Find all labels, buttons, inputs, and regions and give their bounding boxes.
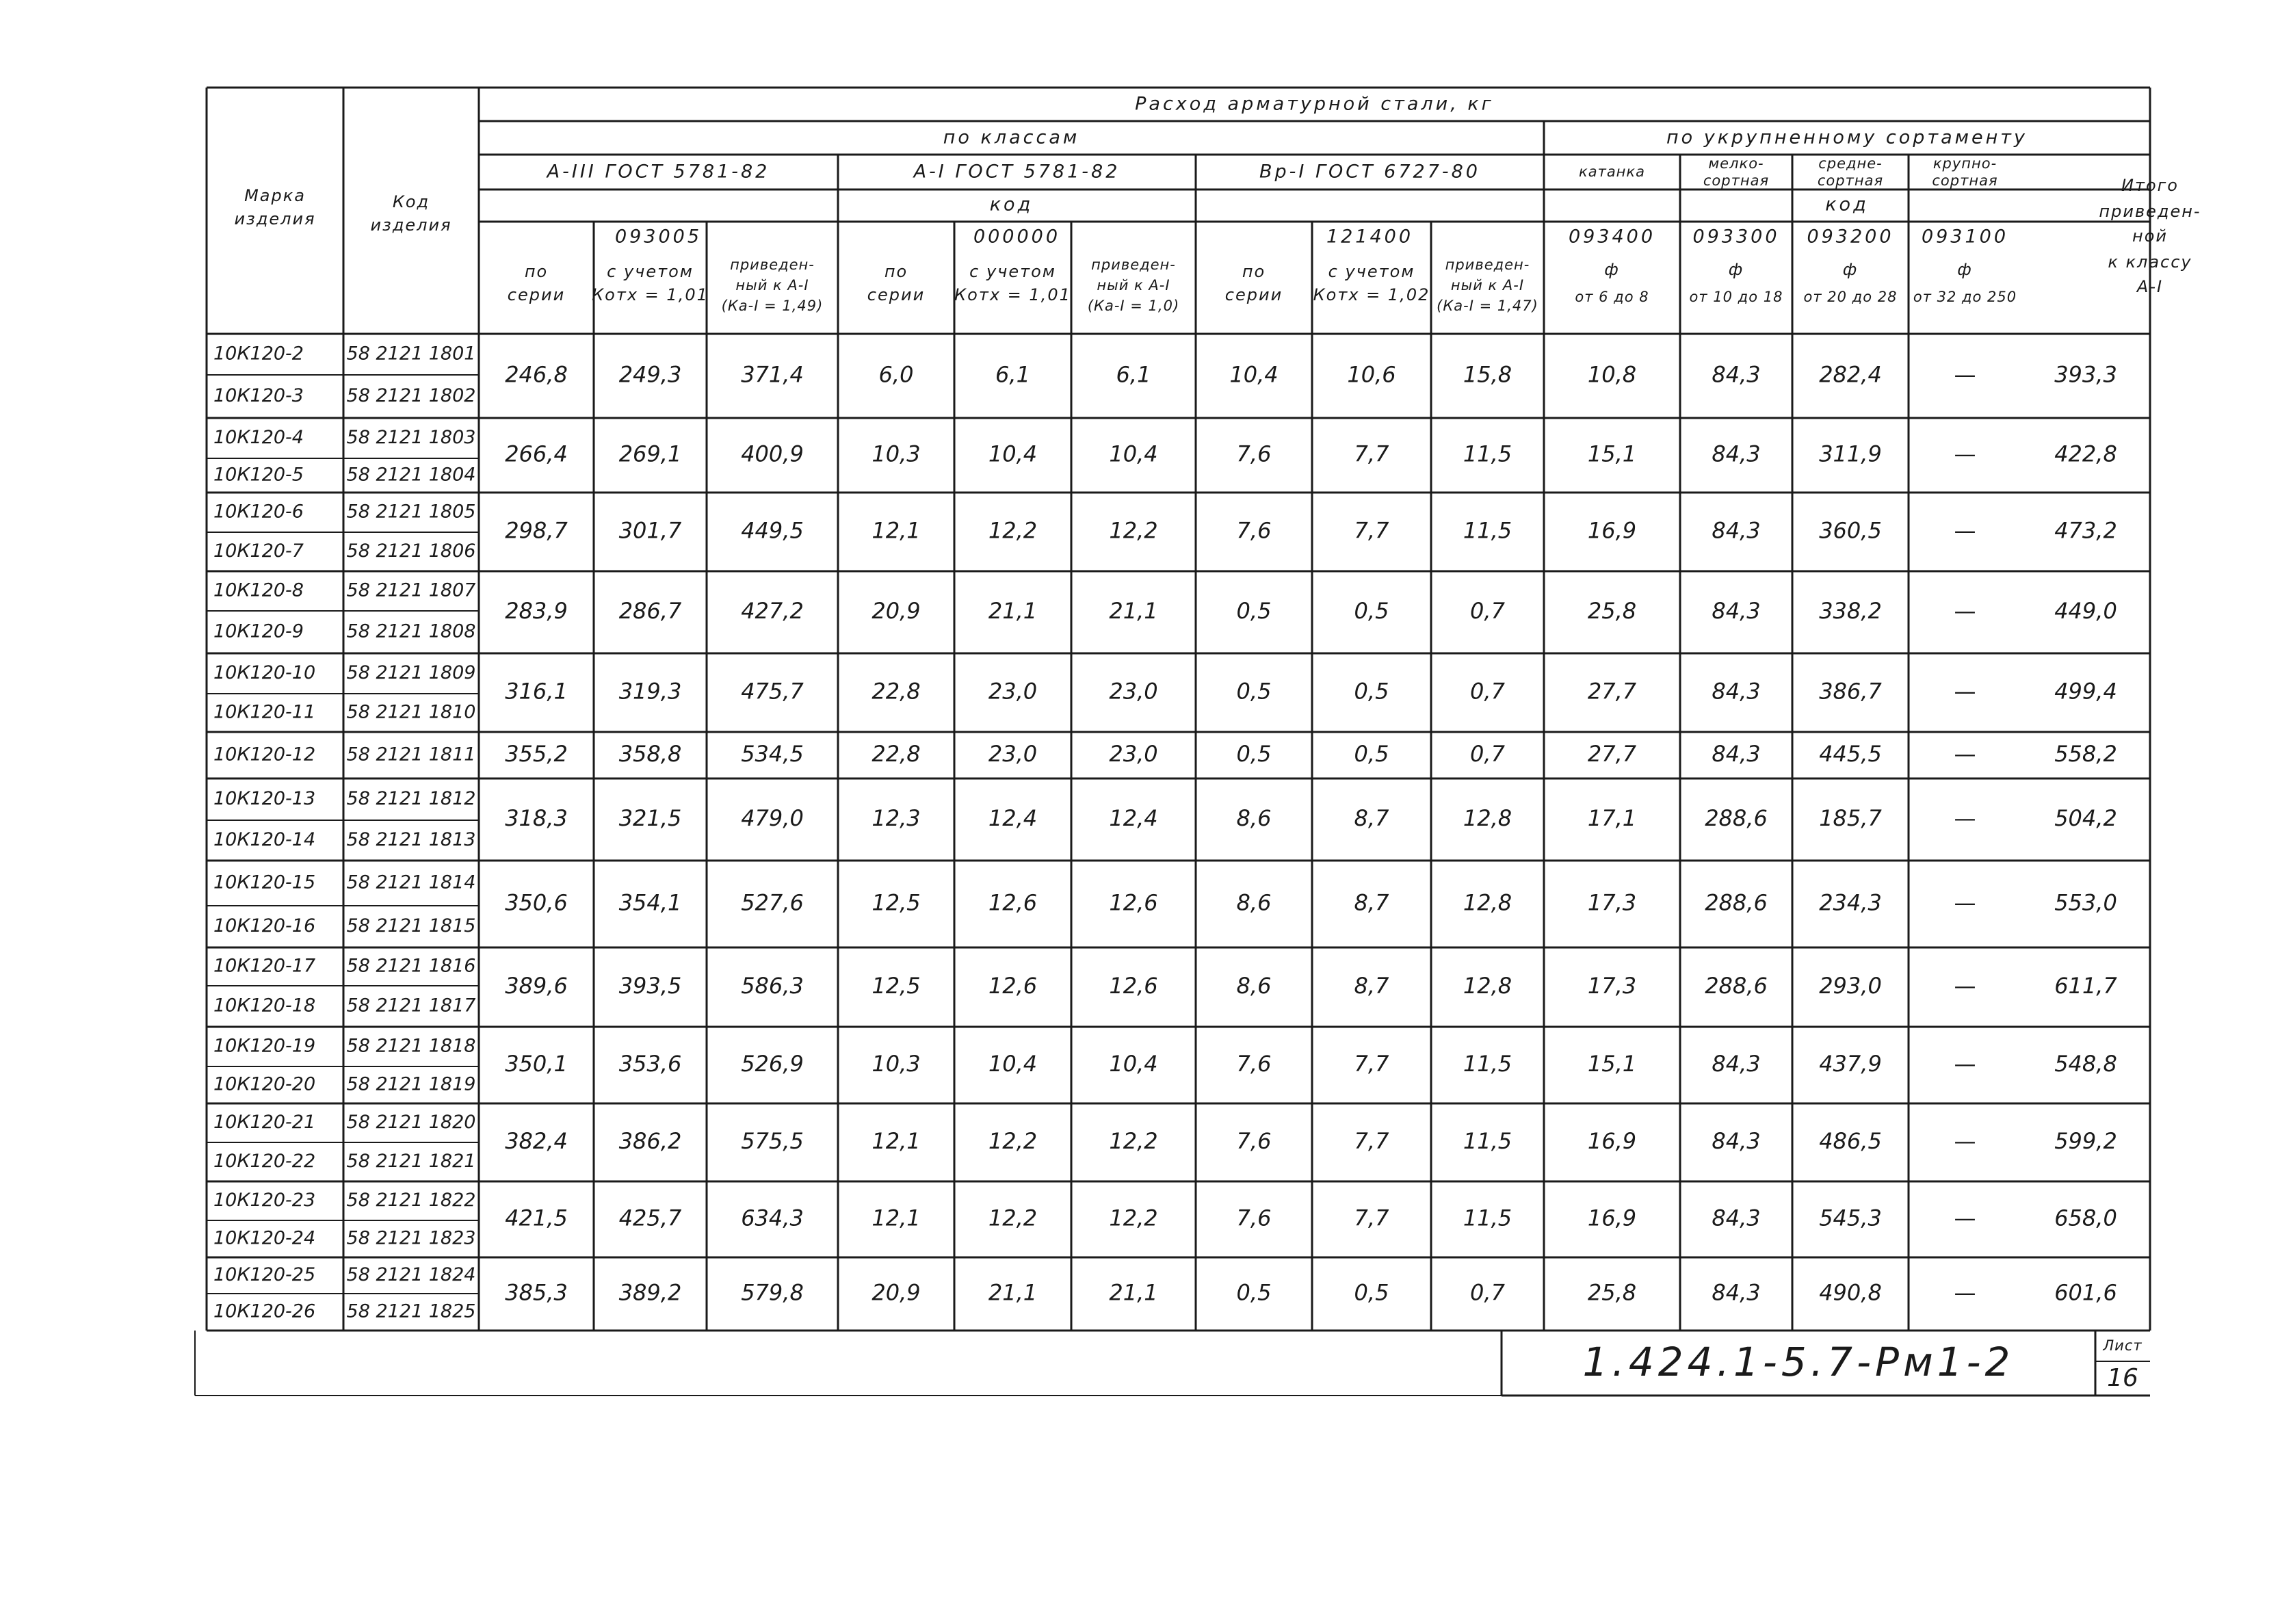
value-cell: 27,7 xyxy=(1587,678,1637,705)
product-mark: 10К120-7 xyxy=(213,540,304,562)
value-cell: 12,2 xyxy=(988,1205,1038,1231)
diameter-range: от 10 до 18 xyxy=(1689,289,1783,305)
total-header: Итого xyxy=(2121,176,2179,195)
value-cell: 17,3 xyxy=(1587,973,1637,999)
assortment-code: 093200 xyxy=(1807,226,1894,248)
value-cell: 425,7 xyxy=(618,1205,682,1231)
product-mark: 10К120-16 xyxy=(213,915,316,937)
value-cell: 12,6 xyxy=(1109,973,1158,999)
value-cell: 84,3 xyxy=(1712,1205,1761,1231)
assortment-header: сортная xyxy=(1703,172,1770,189)
product-code: 58 2121 1818 xyxy=(346,1035,476,1057)
value-cell: 355,2 xyxy=(505,741,568,767)
product-mark: 10К120-14 xyxy=(213,829,316,850)
value-cell: 84,3 xyxy=(1712,741,1761,767)
value-cell: 601,6 xyxy=(2054,1279,2117,1306)
product-code: 58 2121 1824 xyxy=(346,1264,476,1285)
value-cell: 7,7 xyxy=(1354,517,1389,544)
value-cell: 548,8 xyxy=(2054,1051,2117,1077)
value-cell: 10,4 xyxy=(1109,1051,1158,1077)
steel-group-header: Вр-I ГОСТ 6727-80 xyxy=(1259,161,1480,183)
product-code: 58 2121 1822 xyxy=(346,1190,476,1211)
value-cell: 0,5 xyxy=(1236,741,1272,767)
value-cell: 23,0 xyxy=(1109,678,1158,705)
value-cell: 16,9 xyxy=(1587,1205,1637,1231)
value-cell: 17,3 xyxy=(1587,889,1637,916)
product-mark: 10К120-25 xyxy=(213,1264,316,1285)
sub-header: приведен- xyxy=(1091,257,1176,273)
value-cell: 12,3 xyxy=(872,805,921,831)
value-cell: 12,4 xyxy=(1109,805,1158,831)
value-cell: 20,9 xyxy=(872,598,921,624)
product-code: 58 2121 1812 xyxy=(346,788,476,809)
product-code: 58 2121 1807 xyxy=(346,579,476,601)
value-cell: 288,6 xyxy=(1705,805,1768,831)
assortment-code: 093100 xyxy=(1921,226,2009,248)
value-cell: 545,3 xyxy=(1819,1205,1882,1231)
product-mark: 10К120-20 xyxy=(213,1073,316,1095)
product-mark: 10К120-8 xyxy=(213,579,304,601)
sub-header: Котх = 1,01 xyxy=(592,285,709,304)
product-code: 58 2121 1814 xyxy=(346,872,476,893)
value-cell: 7,6 xyxy=(1236,1205,1272,1231)
value-cell: 23,0 xyxy=(988,741,1038,767)
product-code: 58 2121 1809 xyxy=(346,662,476,683)
kod-header: изделия xyxy=(370,215,452,235)
diameter-range: от 6 до 8 xyxy=(1575,289,1649,305)
product-code: 58 2121 1821 xyxy=(346,1151,476,1172)
value-cell: 12,2 xyxy=(1109,1128,1158,1154)
kod-header: Код xyxy=(392,192,430,211)
product-mark: 10К120-4 xyxy=(213,427,304,448)
sub-header: ный к А-I xyxy=(1097,277,1170,293)
value-cell: 12,4 xyxy=(988,805,1038,831)
value-cell: 6,1 xyxy=(1116,361,1151,388)
value-cell: 16,9 xyxy=(1587,517,1637,544)
product-code: 58 2121 1817 xyxy=(346,995,476,1017)
value-cell: 0,5 xyxy=(1354,741,1389,767)
value-cell: 7,7 xyxy=(1354,441,1389,467)
value-cell: 12,2 xyxy=(1109,517,1158,544)
value-cell: 0,7 xyxy=(1470,741,1505,767)
value-cell: — xyxy=(1954,805,1976,831)
product-mark: 10К120-19 xyxy=(213,1035,316,1057)
sub-header: приведен- xyxy=(1445,257,1530,273)
sub-header: по xyxy=(524,262,549,281)
value-cell: 386,7 xyxy=(1819,678,1882,705)
value-cell: 84,3 xyxy=(1712,361,1761,388)
value-cell: 286,7 xyxy=(618,598,682,624)
value-cell: 21,1 xyxy=(1109,1279,1158,1306)
value-cell: 7,7 xyxy=(1354,1051,1389,1077)
assortment-header: катанка xyxy=(1579,163,1645,180)
value-cell: 534,5 xyxy=(741,741,804,767)
value-cell: 527,6 xyxy=(741,889,804,916)
value-cell: 338,2 xyxy=(1819,598,1882,624)
product-mark: 10К120-21 xyxy=(213,1112,316,1133)
value-cell: 185,7 xyxy=(1819,805,1882,831)
product-mark: 10К120-23 xyxy=(213,1190,316,1211)
value-cell: 10,3 xyxy=(872,1051,921,1077)
value-cell: 360,5 xyxy=(1819,517,1882,544)
value-cell: 371,4 xyxy=(741,361,804,388)
product-code: 58 2121 1803 xyxy=(346,427,476,448)
value-cell: 437,9 xyxy=(1819,1051,1882,1077)
value-cell: 293,0 xyxy=(1819,973,1882,999)
value-cell: 400,9 xyxy=(741,441,804,467)
sub-header: ный к А-I xyxy=(735,277,809,293)
value-cell: 599,2 xyxy=(2054,1128,2117,1154)
value-cell: 7,7 xyxy=(1354,1205,1389,1231)
product-mark: 10К120-9 xyxy=(213,620,304,642)
value-cell: 475,7 xyxy=(741,678,804,705)
value-cell: 84,3 xyxy=(1712,598,1761,624)
sheet-number: 16 xyxy=(2107,1364,2138,1392)
kod-label: код xyxy=(1825,194,1869,215)
value-cell: 12,2 xyxy=(1109,1205,1158,1231)
value-cell: — xyxy=(1954,973,1976,999)
value-cell: 12,6 xyxy=(988,889,1038,916)
value-cell: 12,5 xyxy=(872,889,921,916)
value-cell: 21,1 xyxy=(988,598,1038,624)
steel-code: 093005 xyxy=(614,226,703,248)
value-cell: 586,3 xyxy=(741,973,804,999)
value-cell: 385,3 xyxy=(505,1279,568,1306)
value-cell: — xyxy=(1954,598,1976,624)
value-cell: 15,1 xyxy=(1587,441,1637,467)
product-code: 58 2121 1806 xyxy=(346,540,476,562)
value-cell: 499,4 xyxy=(2054,678,2117,705)
value-cell: 389,2 xyxy=(618,1279,682,1306)
assortment-code: 093300 xyxy=(1692,226,1780,248)
value-cell: 301,7 xyxy=(618,517,682,544)
value-cell: 386,2 xyxy=(618,1128,682,1154)
assortment-header: мелко- xyxy=(1708,155,1764,172)
value-cell: 12,6 xyxy=(988,973,1038,999)
product-mark: 10К120-6 xyxy=(213,501,304,523)
value-cell: 316,1 xyxy=(505,678,568,705)
value-cell: 10,4 xyxy=(1229,361,1279,388)
product-mark: 10К120-5 xyxy=(213,464,304,486)
value-cell: 16,9 xyxy=(1587,1128,1637,1154)
value-cell: 421,5 xyxy=(505,1205,568,1231)
value-cell: 479,0 xyxy=(741,805,804,831)
sub-header: по xyxy=(884,262,908,281)
total-header: приведен- xyxy=(2099,202,2201,221)
value-cell: — xyxy=(1954,441,1976,467)
value-cell: 288,6 xyxy=(1705,889,1768,916)
product-mark: 10К120-24 xyxy=(213,1227,316,1249)
product-code: 58 2121 1805 xyxy=(346,501,476,523)
diameter-symbol: ф xyxy=(1957,260,1973,279)
value-cell: 12,8 xyxy=(1463,805,1512,831)
product-mark: 10К120-13 xyxy=(213,788,316,809)
diameter-symbol: ф xyxy=(1842,260,1859,279)
value-cell: 84,3 xyxy=(1712,678,1761,705)
sub-header: по xyxy=(1242,262,1266,281)
product-code: 58 2121 1802 xyxy=(346,385,476,406)
product-mark: 10К120-2 xyxy=(213,343,304,365)
by-classes-header: по классам xyxy=(943,127,1080,148)
product-code: 58 2121 1819 xyxy=(346,1073,476,1095)
value-cell: 8,7 xyxy=(1354,805,1389,831)
value-cell: 427,2 xyxy=(741,598,804,624)
value-cell: 350,6 xyxy=(505,889,568,916)
value-cell: 0,5 xyxy=(1354,598,1389,624)
value-cell: 15,8 xyxy=(1463,361,1512,388)
assortment-header: средне- xyxy=(1818,155,1883,172)
sub-header: Котх = 1,02 xyxy=(1313,285,1430,304)
value-cell: 526,9 xyxy=(741,1051,804,1077)
product-mark: 10К120-11 xyxy=(213,701,316,723)
diameter-range: от 32 до 250 xyxy=(1913,289,2017,305)
sub-header: (Ка-I = 1,47) xyxy=(1437,298,1538,314)
value-cell: 8,7 xyxy=(1354,889,1389,916)
value-cell: 8,6 xyxy=(1236,973,1272,999)
value-cell: 0,5 xyxy=(1236,1279,1272,1306)
value-cell: 288,6 xyxy=(1705,973,1768,999)
product-mark: 10К120-17 xyxy=(213,955,316,977)
value-cell: 311,9 xyxy=(1819,441,1882,467)
steel-code: 121400 xyxy=(1326,226,1414,248)
value-cell: 246,8 xyxy=(505,361,568,388)
value-cell: 282,4 xyxy=(1819,361,1882,388)
steel-group-header: А-I ГОСТ 5781-82 xyxy=(913,161,1121,183)
sub-header: ный к А-I xyxy=(1450,277,1525,293)
product-mark: 10К120-26 xyxy=(213,1300,316,1322)
marka-header: Марка xyxy=(244,186,306,205)
value-cell: 350,1 xyxy=(505,1051,568,1077)
kod-label: код xyxy=(989,194,1034,215)
value-cell: 449,0 xyxy=(2054,598,2117,624)
value-cell: — xyxy=(1954,889,1976,916)
value-cell: 445,5 xyxy=(1819,741,1882,767)
value-cell: 319,3 xyxy=(618,678,682,705)
product-code: 58 2121 1811 xyxy=(346,744,476,765)
value-cell: 7,6 xyxy=(1236,517,1272,544)
steel-code: 000000 xyxy=(973,226,1061,248)
value-cell: 25,8 xyxy=(1587,598,1637,624)
product-code: 58 2121 1808 xyxy=(346,620,476,642)
value-cell: 10,6 xyxy=(1347,361,1396,388)
steel-group-header: А-III ГОСТ 5781-82 xyxy=(547,161,770,183)
value-cell: 12,2 xyxy=(988,517,1038,544)
value-cell: 490,8 xyxy=(1819,1279,1882,1306)
value-cell: 354,1 xyxy=(618,889,682,916)
value-cell: 11,5 xyxy=(1463,1205,1512,1231)
value-cell: 0,5 xyxy=(1236,598,1272,624)
value-cell: 25,8 xyxy=(1587,1279,1637,1306)
sub-header: серии xyxy=(1224,285,1283,304)
value-cell: 12,6 xyxy=(1109,889,1158,916)
product-mark: 10К120-3 xyxy=(213,385,304,406)
sub-header: приведен- xyxy=(730,257,815,273)
value-cell: 269,1 xyxy=(618,441,682,467)
value-cell: 11,5 xyxy=(1463,517,1512,544)
value-cell: 0,7 xyxy=(1470,1279,1505,1306)
total-header: А-I xyxy=(2136,277,2164,296)
value-cell: 249,3 xyxy=(618,361,682,388)
table-text xyxy=(213,94,2201,1393)
product-code: 58 2121 1804 xyxy=(346,464,476,486)
value-cell: 611,7 xyxy=(2054,973,2117,999)
product-code: 58 2121 1815 xyxy=(346,915,476,937)
value-cell: 558,2 xyxy=(2054,741,2117,767)
sub-header: серии xyxy=(507,285,566,304)
value-cell: 634,3 xyxy=(741,1205,804,1231)
value-cell: 0,7 xyxy=(1470,598,1505,624)
value-cell: 6,1 xyxy=(995,361,1030,388)
value-cell: 449,5 xyxy=(741,517,804,544)
value-cell: 575,5 xyxy=(741,1128,804,1154)
value-cell: — xyxy=(1954,741,1976,767)
value-cell: 8,6 xyxy=(1236,805,1272,831)
product-mark: 10К120-18 xyxy=(213,995,316,1017)
value-cell: — xyxy=(1954,1279,1976,1306)
product-mark: 10К120-12 xyxy=(213,744,316,765)
value-cell: — xyxy=(1954,1051,1976,1077)
value-cell: 486,5 xyxy=(1819,1128,1882,1154)
value-cell: 12,1 xyxy=(872,517,921,544)
value-cell: 7,7 xyxy=(1354,1128,1389,1154)
value-cell: — xyxy=(1954,361,1976,388)
marka-header: изделия xyxy=(234,209,316,228)
value-cell: 473,2 xyxy=(2054,517,2117,544)
value-cell: 283,9 xyxy=(505,598,568,624)
value-cell: 10,4 xyxy=(988,1051,1038,1077)
value-cell: 389,6 xyxy=(505,973,568,999)
value-cell: 12,1 xyxy=(872,1128,921,1154)
sub-header: (Ка-I = 1,49) xyxy=(721,298,824,314)
assortment-header: сортная xyxy=(1932,172,1998,189)
value-cell: 0,5 xyxy=(1354,678,1389,705)
product-code: 58 2121 1825 xyxy=(346,1300,476,1322)
value-cell: — xyxy=(1954,678,1976,705)
product-code: 58 2121 1810 xyxy=(346,701,476,723)
assortment-header: крупно- xyxy=(1932,155,1997,172)
sub-header: с учетом xyxy=(1328,262,1415,281)
value-cell: — xyxy=(1954,1128,1976,1154)
diameter-range: от 20 до 28 xyxy=(1803,289,1898,305)
value-cell: 11,5 xyxy=(1463,1128,1512,1154)
value-cell: 0,7 xyxy=(1470,678,1505,705)
value-cell: 318,3 xyxy=(505,805,568,831)
product-mark: 10К120-15 xyxy=(213,872,316,893)
value-cell: 11,5 xyxy=(1463,441,1512,467)
value-cell: 7,6 xyxy=(1236,441,1272,467)
value-cell: 84,3 xyxy=(1712,1051,1761,1077)
value-cell: 84,3 xyxy=(1712,1279,1761,1306)
sub-header: с учетом xyxy=(607,262,694,281)
assortment-code: 093400 xyxy=(1568,226,1656,248)
value-cell: 8,6 xyxy=(1236,889,1272,916)
value-cell: 11,5 xyxy=(1463,1051,1512,1077)
sub-header: с учетом xyxy=(969,262,1056,281)
value-cell: 20,9 xyxy=(872,1279,921,1306)
total-header: к классу xyxy=(2108,252,2192,272)
value-cell: 7,6 xyxy=(1236,1051,1272,1077)
value-cell: 579,8 xyxy=(741,1279,804,1306)
value-cell: 12,5 xyxy=(872,973,921,999)
diameter-symbol: ф xyxy=(1728,260,1744,279)
value-cell: 321,5 xyxy=(618,805,682,831)
product-code: 58 2121 1801 xyxy=(346,343,476,365)
value-cell: 234,3 xyxy=(1819,889,1882,916)
value-cell: 23,0 xyxy=(1109,741,1158,767)
value-cell: 658,0 xyxy=(2054,1205,2117,1231)
value-cell: 12,8 xyxy=(1463,889,1512,916)
product-mark: 10К120-22 xyxy=(213,1151,316,1172)
value-cell: 393,3 xyxy=(2054,361,2117,388)
value-cell: 22,8 xyxy=(872,741,921,767)
value-cell: 12,1 xyxy=(872,1205,921,1231)
value-cell: 0,5 xyxy=(1236,678,1272,705)
value-cell: 266,4 xyxy=(505,441,568,467)
value-cell: 22,8 xyxy=(872,678,921,705)
value-cell: 6,0 xyxy=(878,361,914,388)
value-cell: — xyxy=(1954,517,1976,544)
value-cell: 84,3 xyxy=(1712,1128,1761,1154)
value-cell: 84,3 xyxy=(1712,441,1761,467)
value-cell: 84,3 xyxy=(1712,517,1761,544)
value-cell: — xyxy=(1954,1205,1976,1231)
sub-header: серии xyxy=(867,285,926,304)
total-header: ной xyxy=(2132,226,2168,246)
value-cell: 15,1 xyxy=(1587,1051,1637,1077)
value-cell: 358,8 xyxy=(618,741,682,767)
value-cell: 0,5 xyxy=(1354,1279,1389,1306)
product-mark: 10К120-10 xyxy=(213,662,316,683)
table-title: Расход арматурной стали, кг xyxy=(1135,93,1494,115)
value-cell: 422,8 xyxy=(2054,441,2117,467)
product-code: 58 2121 1813 xyxy=(346,829,476,850)
value-cell: 10,8 xyxy=(1587,361,1637,388)
value-cell: 10,4 xyxy=(1109,441,1158,467)
value-cell: 353,6 xyxy=(618,1051,682,1077)
sub-header: (Ка-I = 1,0) xyxy=(1087,298,1180,314)
product-code: 58 2121 1816 xyxy=(346,955,476,977)
value-cell: 504,2 xyxy=(2054,805,2117,831)
value-cell: 17,1 xyxy=(1587,805,1637,831)
value-cell: 12,8 xyxy=(1463,973,1512,999)
value-cell: 27,7 xyxy=(1587,741,1637,767)
product-code: 58 2121 1823 xyxy=(346,1227,476,1249)
value-cell: 10,3 xyxy=(872,441,921,467)
sub-header: Котх = 1,01 xyxy=(954,285,1071,304)
by-assortment-header: по укрупненному сортаменту xyxy=(1666,127,2028,148)
value-cell: 21,1 xyxy=(988,1279,1038,1306)
sheet-label: Лист xyxy=(2103,1337,2143,1354)
value-cell: 393,5 xyxy=(618,973,682,999)
value-cell: 8,7 xyxy=(1354,973,1389,999)
value-cell: 10,4 xyxy=(988,441,1038,467)
diameter-symbol: ф xyxy=(1604,260,1620,279)
assortment-header: сортная xyxy=(1817,172,1884,189)
value-cell: 23,0 xyxy=(988,678,1038,705)
value-cell: 298,7 xyxy=(505,517,568,544)
value-cell: 553,0 xyxy=(2054,889,2117,916)
value-cell: 21,1 xyxy=(1109,598,1158,624)
product-code: 58 2121 1820 xyxy=(346,1112,476,1133)
value-cell: 12,2 xyxy=(988,1128,1038,1154)
value-cell: 382,4 xyxy=(505,1128,568,1154)
document-code: 1.424.1-5.7-Рм1-2 xyxy=(1582,1339,2015,1386)
value-cell: 7,6 xyxy=(1236,1128,1272,1154)
